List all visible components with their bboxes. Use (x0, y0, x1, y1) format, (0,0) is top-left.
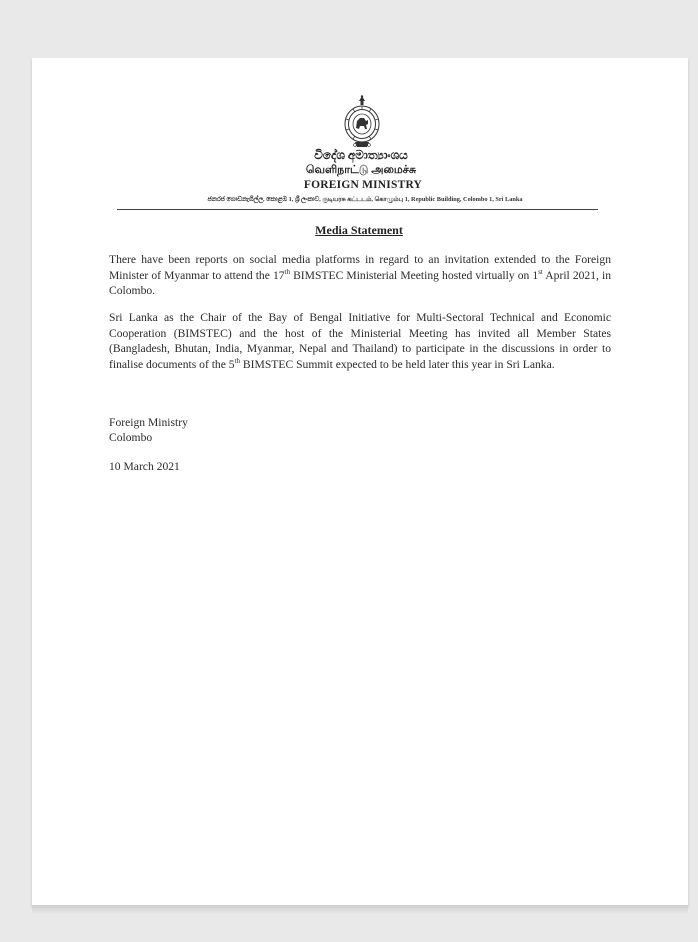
national-emblem-icon (342, 94, 382, 148)
page-bottom-edge (32, 905, 688, 914)
paragraph-1-sup-a: th (284, 267, 290, 276)
signature-city: Colombo (109, 431, 153, 444)
letterhead-divider (117, 209, 598, 210)
letterhead-sinhala-name: විදේශ අමාත්‍යාංශය (314, 148, 408, 162)
letterhead-tamil-name: வெளிநாட்டு அமைச்சு (305, 164, 417, 176)
paragraph-2-text-b: BIMSTEC Summit expected to be held later this year in Sri Lanka. (240, 357, 555, 371)
paragraph-1-text-c: April 2021, in Colombo. (109, 268, 612, 298)
signature-organization: Foreign Ministry (109, 416, 188, 429)
paragraph-1-text-a: There have been reports on social media platforms in regard to an invitation extended to the Foreign Minister of Myanmar to attend the 17 (109, 253, 611, 282)
paragraph-1-text-b: BIMSTEC Ministerial Meeting hosted virtually on 1 (290, 268, 539, 282)
signature-date: 10 March 2021 (109, 460, 180, 473)
letterhead-address: ජනරජ ගොඩනැගිල්ල, කොළඹ 1, ශ්‍රී ලංකාව, குடியரசு கட்டடம், கொழும்பு 1, Republic Building, Colombo 1, Sri Lanka (207, 196, 523, 203)
letterhead-english-name: FOREIGN MINISTRY (303, 179, 423, 191)
document-title: Media Statement (315, 223, 403, 237)
paragraph-1 (109, 252, 611, 299)
paragraph-2-text-a: Sri Lanka as the Chair of the Bay of Bengal Initiative for Multi-Sectoral Technical and Economic Cooperation (BIMSTEC) and the host of the Ministerial Meeting has invited all Member States (Bangladesh, Bhutan, India, Myanmar, Nepal and Thailand) to participate in the discussions in order to finalise documents of the 5 (109, 311, 611, 371)
paragraph-1-sup-b: st (538, 267, 543, 276)
paragraph-2-sup-a: th (234, 356, 241, 365)
paragraph-2 (109, 310, 611, 372)
